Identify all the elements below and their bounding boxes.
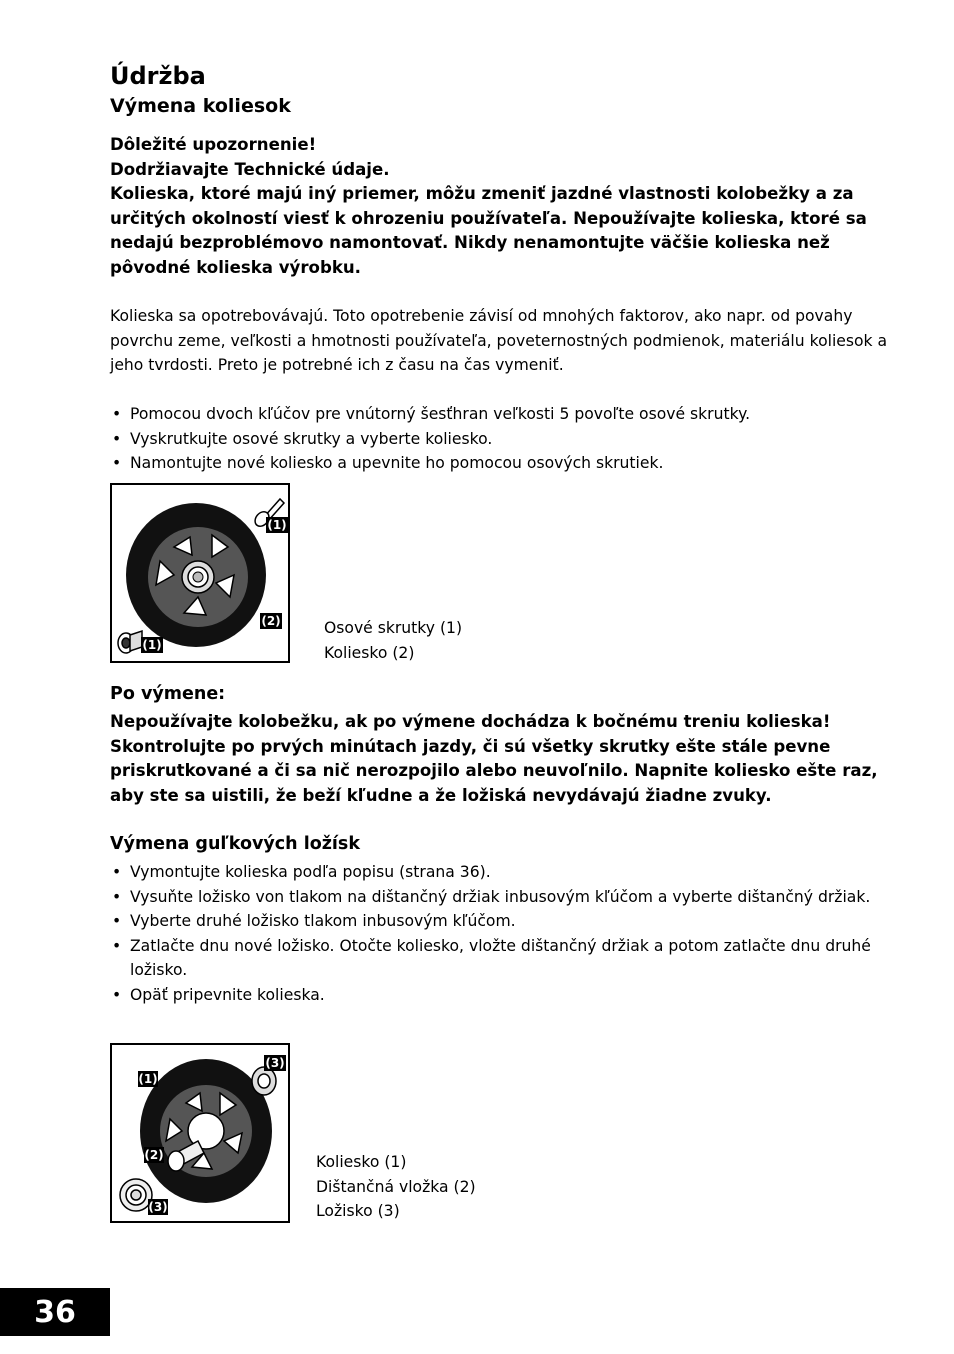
caption-line: Koliesko (1): [316, 1153, 407, 1171]
list-item: • Pomocou dvoch kľúčov pre vnútorný šesťhran veľkosti 5 povoľte osové skrutky.: [110, 402, 750, 427]
label-wheel: (2): [261, 614, 281, 628]
label-spacer: (2): [144, 1148, 164, 1162]
bearing-steps-list: [110, 860, 890, 1007]
caption-line: Koliesko (2): [324, 643, 415, 662]
page-title: Údržba: [110, 62, 206, 90]
list-item: • Vyskrutkujte osové skrutky a vyberte koliesko.: [110, 427, 750, 452]
wear-paragraph: Kolieska sa opotrebovávajú. Toto opotrebenie závisí od mnohých faktorov, ako napr. od povahy povrchu zeme, veľkosti a hmotnosti používateľa, poveternostných podmienok, materiálu koliesok a jeho tvrdosti. Preto je potrebné ich z času na čas vymeniť.: [110, 307, 888, 374]
notice-tech-data: Dodržiavajte Technické údaje.: [110, 159, 390, 179]
label-bearing-top: (3): [265, 1056, 285, 1070]
wheel-figure: [110, 483, 290, 663]
section-heading-wheel-replacement: Výmena koliesok: [110, 95, 291, 117]
page-number: 36: [0, 1288, 110, 1336]
figure-caption: [316, 1150, 476, 1224]
caption-line: Dištančná vložka (2): [316, 1177, 476, 1196]
wheel-steps-list: [110, 402, 750, 476]
bearing-illustration: [112, 1045, 288, 1221]
list-item: • Namontujte nové koliesko a upevnite ho pomocou osových skrutiek.: [110, 451, 750, 476]
caption-line: Osové skrutky (1): [324, 619, 463, 637]
list-item: • Vysuňte ložisko von tlakom na dištančný držiak inbusovým kľúčom a vyberte dištančný držiak.: [110, 885, 890, 910]
label-bearing-bottom: (3): [148, 1200, 168, 1214]
list-item: • Zatlačte dnu nové ložisko. Otočte koliesko, vložte dištančný držiak a potom zatlačte dnu druhé ložisko.: [110, 934, 890, 983]
list-item: • Opäť pripevnite kolieska.: [110, 983, 890, 1008]
important-notice: [110, 133, 900, 280]
wheel-illustration: [112, 485, 288, 661]
figure-caption: [324, 616, 462, 665]
caption-line: Ložisko (3): [316, 1202, 400, 1220]
notice-text: Kolieska, ktoré majú iný priemer, môžu zmeniť jazdné vlastnosti kolobežky a za určitých okolností viesť k ohrozeniu používateľa. Nepoužívajte kolieska, ktoré sa nedajú bezproblémovo namontovať. Nikdy nenamontujte väčšie kolieska než pôvodné kolieska výrobku.: [110, 184, 867, 277]
after-text: Nepoužívajte kolobežku, ak po výmene dochádza k bočnému treniu kolieska! Skontrolujte po prvých minútach jazdy, či sú všetky skrutky ešte stále pevne priskrutkované a či sa nič nerozpojilo alebo neuvoľnilo. Napnite koliesko ešte raz, aby ste sa uistili, že beží kľudne a že ložiská nevydávajú žiadne zvuky.: [110, 712, 878, 805]
section-heading-bearings: Výmena guľkových ložísk: [110, 834, 360, 854]
label-axle-screw-top: (1): [267, 518, 287, 532]
list-item: • Vymontujte kolieska podľa popisu (strana 36).: [110, 860, 890, 885]
notice-title: Dôležité upozornenie!: [110, 135, 317, 154]
label-wheel: (1): [138, 1072, 158, 1086]
after-heading: Po výmene:: [110, 684, 226, 704]
list-item: • Vyberte druhé ložisko tlakom inbusovým kľúčom.: [110, 909, 890, 934]
label-badge: [266, 517, 288, 533]
bearing-figure: [110, 1043, 290, 1223]
label-axle-screw-bottom: (1): [142, 638, 162, 652]
